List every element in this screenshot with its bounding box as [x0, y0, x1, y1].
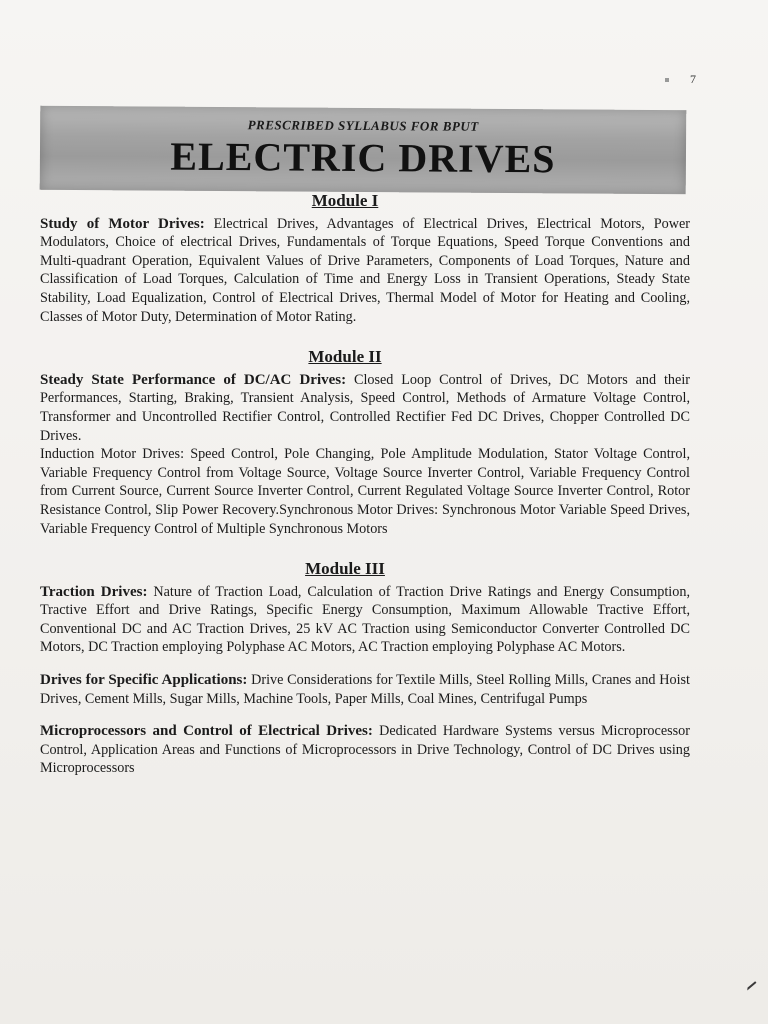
- banner-subtitle: PRESCRIBED SYLLABUS FOR BPUT: [247, 117, 479, 134]
- module-3: [40, 560, 690, 778]
- module-paragraph: [40, 445, 690, 538]
- module-paragraph: [40, 215, 690, 327]
- paragraph-text: Closed Loop Control of Drives, DC Motors and their Performances, Starting, Braking, Transient Analysis, Speed Control, Methods of Armature Voltage Control, Transformer and Uncontrolled Rectifier Control, Controlled Rectifier Fed DC Drives, Chopper Controlled DC Drives.: [40, 371, 690, 444]
- module-paragraph: [40, 671, 690, 708]
- module-paragraph: [40, 583, 690, 657]
- paragraph-text: Nature of Traction Load, Calculation of Traction Drive Ratings and Energy Consumption, Tractive Effort and Drive Ratings, Specific Energy Consumption, Maximum Allowable Tractive Effort, Conventional DC and AC Traction Drives, 25 kV AC Traction using Semiconductor Converter Controlled DC Motors, DC Traction employing Polyphase AC Motors, AC Traction employing Polyphase AC Motors.: [40, 583, 690, 656]
- title-banner: [40, 106, 687, 195]
- paragraph-lead: Study of Motor Drives:: [40, 215, 205, 232]
- syllabus-content: [40, 192, 690, 778]
- paragraph-text: Electrical Drives, Advantages of Electrical Drives, Electrical Motors, Power Modulators, Choice of electrical Drives, Fundamentals of Torque Equations, Speed Torque Conventions and Multi-quadrant Operation, Equivalent Values of Drive Parameters, Components of Load Torques, Nature and Classification of Load Torques, Calculation of Time and Energy Loss in Transient Operations, Steady State Stability, Load Equalization, Control of Electrical Drives, Thermal Model of Motor for Heating and Cooling, Classes of Motor Duty, Determination of Motor Rating.: [40, 215, 690, 325]
- page-number-area: [665, 72, 696, 87]
- paragraph-lead: Drives for Specific Applications:: [40, 672, 248, 689]
- bullet-mark: [665, 78, 669, 82]
- module-1: [40, 192, 690, 326]
- paragraph-text: Drive Considerations for Textile Mills, Steel Rolling Mills, Cranes and Hoist Drives, Cement Mills, Sugar Mills, Machine Tools, Paper Mills, Coal Mines, Centrifugal Pumps: [40, 672, 690, 707]
- module-heading: Module I: [311, 191, 379, 210]
- module-paragraph: [40, 371, 690, 445]
- page-number: 7: [690, 72, 696, 86]
- module-heading: Module III: [305, 559, 385, 579]
- paragraph-text: Induction Motor Drives: Speed Control, Pole Changing, Pole Amplitude Modulation, Stator Voltage Control, Variable Frequency Control from Voltage Source, Voltage Source Inverter Control, Variable Frequency Control from Current Source, Current Source Inverter Control, Current Regulated Voltage Source Inverter Control, Rotor Resistance Control, Slip Power Recovery.Synchronous Motor Drives: Synchronous Motor Variable Speed Drives, Variable Frequency Control of Multiple Synchronous Motors: [40, 446, 690, 537]
- module-heading: Module II: [308, 347, 382, 367]
- paragraph-lead: Microprocessors and Control of Electrical Drives:: [40, 723, 373, 740]
- module-2: [40, 348, 690, 538]
- banner-title: ELECTRIC DRIVES: [170, 133, 556, 182]
- page-corner-mark: [740, 974, 757, 991]
- module-paragraph: [40, 722, 690, 778]
- paragraph-lead: Steady State Performance of DC/AC Drives:: [40, 371, 347, 388]
- paragraph-text: Dedicated Hardware Systems versus Microprocessor Control, Application Areas and Functions of Microprocessors in Drive Technology, Control of DC Drives using Microprocessors: [40, 723, 690, 777]
- paragraph-lead: Traction Drives:: [40, 583, 148, 600]
